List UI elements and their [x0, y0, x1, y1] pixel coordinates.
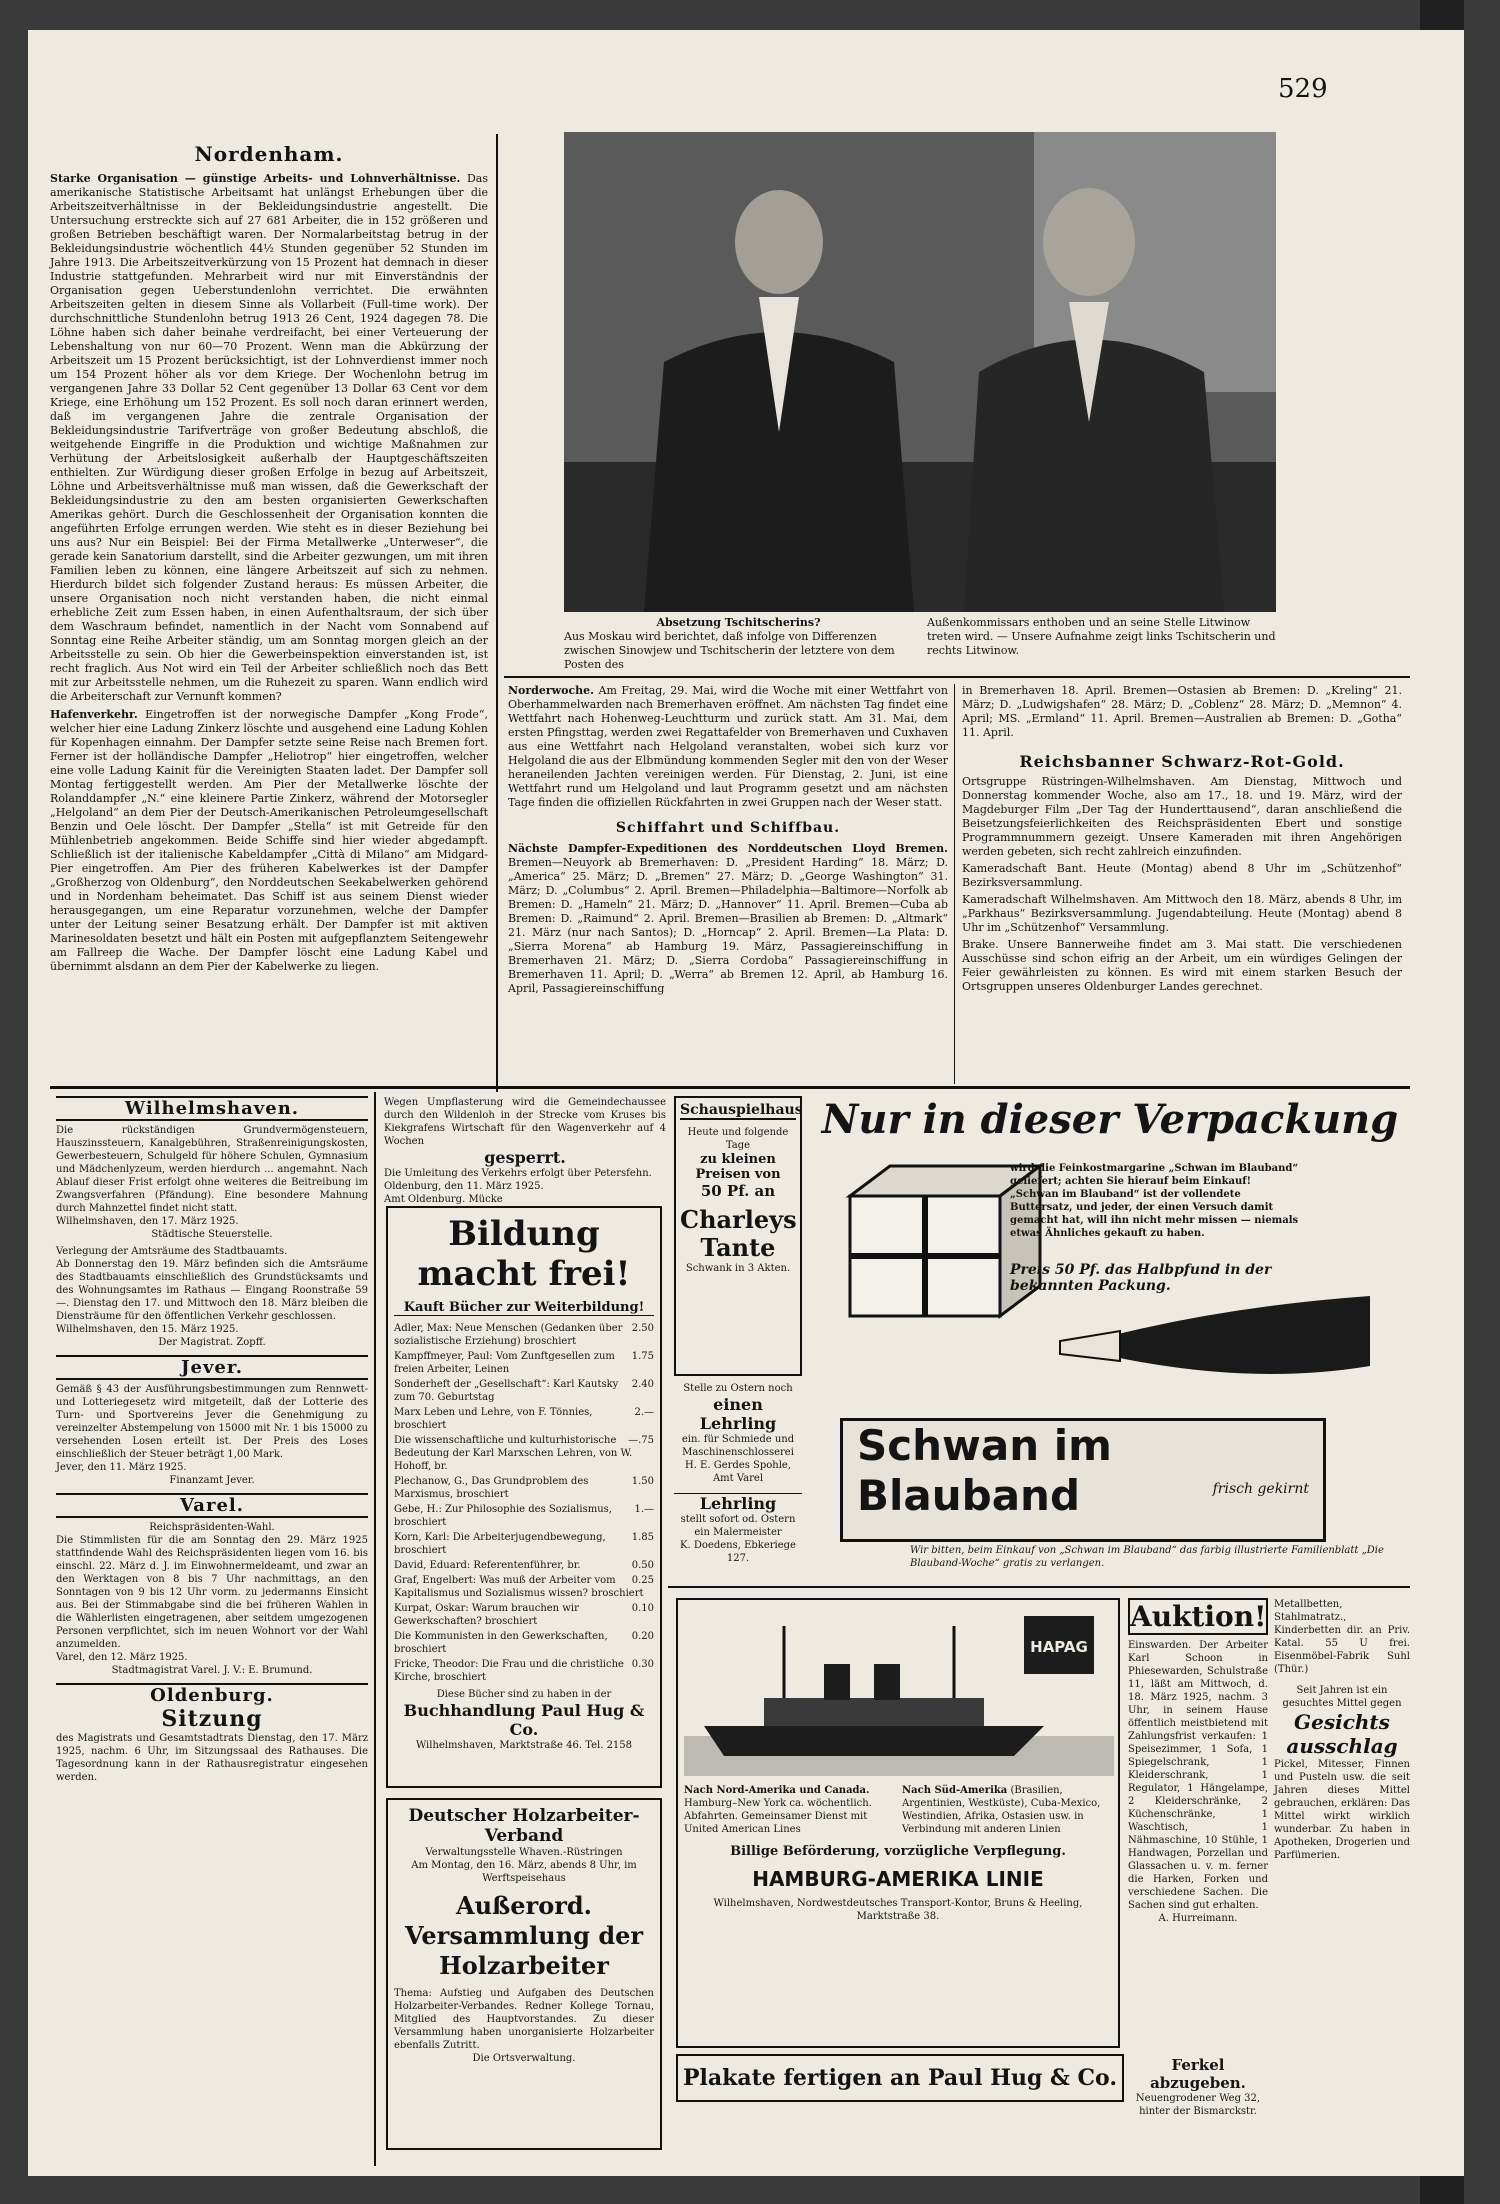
book-price: 0.20: [631, 1631, 654, 1642]
umpflasterung-notice: [384, 1096, 666, 1205]
metallbetten-ad: [1274, 1598, 1410, 1678]
norderwoche-para: [508, 684, 948, 810]
varel-title: Varel.: [56, 1493, 368, 1518]
schauspielhaus-ad: [674, 1096, 802, 1376]
lehrling-ads: [674, 1382, 802, 1572]
gesicht-big: Gesichts ausschlag: [1286, 1710, 1398, 1758]
schau-l2: zu kleinen Preisen von: [695, 1152, 781, 1182]
bildung-addr: Wilhelmshaven, Marktstraße 46. Tel. 2158: [415, 1740, 633, 1751]
umpfl-text2: Die Umleitung des Verkehrs erfolgt über Petersfehn.: [384, 1168, 652, 1179]
portrait-illustration: [564, 132, 1276, 612]
column-rule: [496, 134, 498, 1092]
caption-title: Absetzung Tschitscherins?: [656, 616, 821, 629]
lower-ads-rule: [668, 1586, 1410, 1588]
section-rule: [504, 676, 1410, 678]
schau-l3: 50 Pf. an: [700, 1182, 776, 1200]
hapag-na-head: Nach Nord-Amerika und Canada.: [684, 1785, 870, 1796]
book-row: [394, 1378, 654, 1404]
wilhelmshaven-text: Die rückständigen Grundvermögensteuern, Hauszinssteuern, Kanalgebühren, Straßenreinigungskosten, Gewerbesteuern, Schulgeld für höhere Schulen, Gymnasium und Mädchenlyzeum, werden hierdurch ... angemahnt. Nach Ablauf dieser Frist erfolgt ohne weiteres die Beitreibung im Zwangsverfahren (Pfändung). Eine besondere Mahnung durch Mahnzettel findet nicht statt.: [56, 1125, 368, 1214]
hapag-na-text: Hamburg–New York ca. wöchentlich. Abfahrten. Gemeinsamer Dienst mit United American Lines: [684, 1798, 872, 1835]
book-title: Korn, Karl: Die Arbeiterjugendbewegung, broschiert: [394, 1532, 606, 1556]
schiffahrt-head: Nächste Dampfer-Expeditionen des Norddeutschen Lloyd Bremen.: [508, 842, 948, 855]
book-row: [394, 1434, 654, 1473]
book-title: Plechanow, G., Das Grundproblem des Marxismus, broschiert: [394, 1476, 589, 1500]
amt-sign: Der Magistrat. Zopff.: [158, 1337, 266, 1348]
holzarbeiter-ad: [386, 1798, 662, 2150]
book-price: 0.30: [631, 1659, 654, 1670]
auktion-ad: [1128, 1598, 1268, 2078]
book-row: [394, 1350, 654, 1376]
newspaper-page: [28, 30, 1464, 2176]
gesichtsausschlag-ad: [1274, 1684, 1410, 2098]
nordenham-para-1: [50, 172, 488, 704]
hapag-sa-head: Nach Süd-Amerika: [902, 1785, 1008, 1796]
book-price: 1.85: [631, 1532, 654, 1543]
holz-sign: Die Ortsverwaltung.: [472, 2053, 576, 2064]
book-title: Sonderheft der „Gesellschaft“: Karl Kautsky zum 70. Geburtstag: [394, 1379, 619, 1403]
schwan-brand-2: Blauband: [857, 1471, 1081, 1520]
bildung-shop: Buchhandlung Paul Hug & Co.: [403, 1701, 645, 1739]
hapag-addr: Wilhelmshaven, Nordwestdeutsches Transport-Kontor, Bruns & Heeling, Marktstraße 38.: [713, 1898, 1083, 1922]
holz-date: Am Montag, den 16. März, abends 8 Uhr, im Werftspeisehaus: [411, 1860, 637, 1884]
umpfl-big: gesperrt.: [484, 1148, 566, 1167]
ferkel-title: Ferkel abzugeben.: [1150, 2056, 1246, 2092]
umpfl-date: Oldenburg, den 11. März 1925.: [384, 1181, 544, 1192]
lehr1-head: Stelle zu Ostern noch: [683, 1383, 793, 1394]
varel-date: Varel, den 12. März 1925.: [56, 1652, 188, 1663]
page-number: 529: [1278, 74, 1328, 104]
wilhelmshaven-date: Wilhelmshaven, den 17. März 1925.: [56, 1216, 239, 1227]
book-row: [394, 1658, 654, 1684]
book-title: Kampffmeyer, Paul: Vom Zunftgesellen zum freien Arbeiter, Leinen: [394, 1351, 615, 1375]
book-row: [394, 1602, 654, 1628]
umpfl-sign: Amt Oldenburg. Mücke: [384, 1194, 503, 1205]
nordenham-head-2: Hafenverkehr.: [50, 708, 138, 721]
metall-text: Metallbetten, Stahlmatratz., Kinderbetten dir. an Priv. Katal. 55 U frei. Eisenmöbel-Fabrik Suhl (Thür.): [1274, 1599, 1410, 1675]
umpfl-text: Wegen Umpflasterung wird die Gemeindechaussee durch den Wildenloh in der Strecke vom Kruses bis Kiekgrafens Wirtschaft für den Wagenverkehr auf 4 Wochen: [384, 1097, 666, 1147]
reichsbanner-kam2: Kameradschaft Wilhelmshaven. Am Mittwoch den 18. März, abends 8 Uhr, im „Parkhaus“ Bezirksversammlung. Jugendabteilung. Heute (Montag) abend 8 Uhr im „Schützenhof“ Versammlung.: [962, 893, 1402, 934]
holz-big: Außerord. Versammlung der Holzarbeiter: [404, 1891, 644, 1980]
lehr2-big: Lehrling: [674, 1493, 802, 1513]
auktion-title: Auktion!: [1130, 1600, 1267, 1633]
schwan-text: wird die Feinkostmargarine „Schwan im Blauband“ geliefert; achten Sie hierauf beim Einkauf! „Schwan im Blauband“ ist der vollendete Buttersatz, und jeder, der einen Versuch damit gemacht hat, will ihn nicht mehr missen — niemals etwas Ähnliches gekauft zu haben.: [1010, 1163, 1299, 1239]
sitzung-title: Sitzung: [161, 1706, 263, 1732]
schwan-price: Preis 50 Pf. das Halbpfund in der bekannten Packung.: [1010, 1262, 1272, 1294]
bildung-note: Diese Bücher sind zu haben in der: [436, 1689, 612, 1700]
book-title: Fricke, Theodor: Die Frau und die christliche Kirche, broschiert: [394, 1659, 624, 1683]
hapag-slogan: Billige Beförderung, vorzügliche Verpflegung.: [730, 1844, 1066, 1859]
book-title: Die Kommunisten in den Gewerkschaften, broschiert: [394, 1631, 608, 1655]
holz-title: Deutscher Holzarbeiter-Verband: [408, 1806, 640, 1846]
notices-column: [56, 1096, 368, 2166]
book-title: Gebe, H.: Zur Philosophie des Sozialismus, broschiert: [394, 1504, 612, 1528]
hapag-sa-text: (Brasilien, Argentinien, Westküste), Cuba-Mexico, Westindien, Afrika, Ostasien usw. in Verbindung mit anderen Linien: [902, 1785, 1101, 1835]
ferkel-ad: [1128, 2056, 1268, 2117]
book-price: 1.75: [631, 1351, 654, 1362]
schau-play: Charleys Tante: [680, 1205, 797, 1262]
book-title: Adler, Max: Neue Menschen (Gedanken über sozialistische Erziehung) broschiert: [394, 1323, 623, 1347]
norderwoche-article: [508, 684, 948, 1084]
photo-caption: [564, 616, 1276, 672]
lehr2-sign: K. Doedens, Ebkeriege 127.: [680, 1540, 796, 1564]
amt-text: Ab Donnerstag den 19. März befinden sich die Amtsräume des Stadtbauamts einschließlich des Grundstücksamts und des Wohnungsamtes im Rathaus — Eingang Roonstraße 59 —. Dienstag den 17. und Mittwoch den 18. März bleiben die Diensträume für den öffentlichen Verkehr geschlossen.: [56, 1259, 368, 1322]
norderwoche-head: Norderwoche.: [508, 684, 595, 697]
nordenham-article: [50, 142, 488, 1102]
book-title: Graf, Engelbert: Was muß der Arbeiter vom Kapitalismus und Sozialismus wissen? broschiert: [394, 1575, 644, 1599]
schiffahrt-text: Bremen—Neuyork ab Bremerhaven: D. „President Harding“ 18. März; D. „America“ 25. März; D. „Bremen“ 27. März; D. „George Washington“ 31. März; D. „Columbus“ 2. April. Bremen—Philadelphia—Baltimore—Norfolk ab Bremen: D. „Hameln“ 21. März; D. „Hannover“ 11. April. Bremen—Cuba ab Bremen: D. „Raimund“ 2. April. Bremen—Brasilien ab Bremen: D. „Altmark“ 21. März (nur nach Santos); D. „Horncap“ 2. April. Bremen—La Plata: D. „Sierra Morena“ ab Hamburg 19. März, Passagiereinschiffung in Bremerhaven 21. März; D. „Sierra Cordoba“ Passagiereinschiffung in Bremerhaven 11. April; D. „Werra“ ab Bremen 12. April, ab Hamburg 16. April, Passagiereinschiffung: [508, 856, 948, 995]
schwan-foot: Wir bitten, beim Einkauf von „Schwan im Blauband“ das farbig illustrierte Familienblatt „Die Blauband-Woche“ gratis zu verlangen.: [910, 1545, 1384, 1569]
book-price: 0.50: [631, 1560, 654, 1571]
book-title: Die wissenschaftliche und kulturhistorische Bedeutung der Karl Marxschen Lehren, von W. Hohoff, br.: [394, 1435, 633, 1472]
norderwoche-text: Am Freitag, 29. Mai, wird die Woche mit einer Wettfahrt von Oberhammelwarden nach Bremerhaven eröffnet. Am nächsten Tag findet eine Wettfahrt nach Hohenweg-Leuchtturm und zurück statt. Am 31. Mai, dem ersten Pfingsttag, werden zwei Regattafelder von Bremerhaven und Cuxhaven aus eine Wettfahrt nach Helgoland veranstalten, wobei sich kurz vor Helgoland die aus der Elbmündung kommenden Segler mit den von der Weser heraneilenden Jachten vereinigen werden. Für Dienstag, 2. Juni, ist eine Wettfahrt rund um Helgoland und laut Programm gesetzt und am nächsten Tage finden die offiziellen Rückfahrten in zwei Gruppen nach der Weser statt.: [508, 684, 948, 809]
book-price: 0.10: [631, 1603, 654, 1614]
jever-sign: Finanzamt Jever.: [169, 1475, 255, 1486]
nordenham-text-1: Das amerikanische Statistische Arbeitsamt hat unlängst Erhebungen über die Arbeitszeitverhältnisse in der Bekleidungsindustrie angestellt. Die Untersuchung erstreckte sich auf 27 681 Arbeiter, die in 152 größeren und großen Betrieben beschäftigt waren. Der Normalarbeitstag betrug in der Bekleidungsindustrie wöchentlich 44½ Stunden gegenüber 52 Stunden im Jahre 1913. Die Arbeitszeitverkürzung von 15 Prozent hat demnach in dieser Industrie stattgefunden. Mehrarbeit wird nur mit Einverständnis der Organisation gegen Ueberstundenlohn verrichtet. Die erwähnten Arbeitszeiten gelten in diesem Sinne als Vollarbeit (Full-time work). Der durchschnittliche Stundenlohn betrug 1913 26 Cent, 1924 dagegen 78. Die Löhne haben sich daher beinahe verdreifacht, bei einer Verteuerung der Lebenshaltung von nur 60—70 Prozent. Wenn man die Abkürzung der Arbeitszeit um 15 Prozent berücksichtigt, ist der Lohnverdienst immer noch um 154 Prozent höher als vor dem Kriege. Der Wochenlohn betrug im vergangenen Jahre 33 Dollar 52 Cent gegenüber 13 Dollar 63 Cent vor dem Kriege, eine Erhöhung um 152 Prozent. Es soll noch daran erinnert werden, daß im vergangenen Jahre die zentrale Organisation der Bekleidungsindustrie Tarifverträge von großer Bedeutung abschloß, die weitgehende Eingriffe in die Produktion und wichtige Maßnahmen zur Verhütung der Arbeitslosigkeit außerhalb der Hauptgeschäftszeiten enthielten. Zur Würdigung dieser großen Erfolge in bezug auf Arbeitszeit, Löhne und Arbeitsverhältnisse muß man wissen, daß die Gewerkschaft der Bekleidungsindustrie zu den am besten organisierten Gewerkschaften Amerikas gehört. Durch die Geschlossenheit der Organisation konnten die angeführten Erfolge errungen werden. Wie steht es in dieser Beziehung bei uns aus? Nur ein Beispiel: Bei der Firma Metallwerke „Unterweser“, die gerade kein Sanatorium darstellt, sind die Arbeiter gezwungen, um mit ihren Familien leben zu können, eine längere Arbeitszeit auf sich zu nehmen. Hierdurch bildet sich folgender Zustand heraus: Es müssen Arbeiter, die unsere Organisation noch nicht verstanden haben, die nicht einmal erhebliche Zeit zum Essen haben, in einen Aufenthaltsraum, der sich über dem Waschraum befindet, namentlich in der Nacht vom Sonnabend auf Sonntag eine Reihe Arbeiter ständig, um am Sonntag morgen gleich an der Arbeitsstelle zu sein. Ob hier die Gewerbeinspektion einverstanden ist, ist recht fraglich. Aus Not wird ein Teil der Arbeiter schließlich noch das Bett mit zur Arbeitsstelle nehmen, um die Ruhezeit zu sparen. Wann endlich wird die Arbeiterschaft zur Vernunft kommen?: [50, 172, 488, 703]
schwan-brand-1: Schwan im: [857, 1421, 1112, 1470]
gesicht-top: Seit Jahren ist ein gesuchtes Mittel gegen: [1282, 1685, 1402, 1709]
book-title: David, Eduard: Referentenführer, br.: [394, 1560, 581, 1571]
portrait-photo: [564, 132, 1276, 612]
schau-title: Schauspielhaus: [680, 1102, 803, 1118]
schiffahrt-para: [508, 842, 948, 996]
schwan-ad: [810, 1096, 1410, 1576]
nordenham-head-1: Starke Organisation — günstige Arbeits- und Lohnverhältnisse.: [50, 172, 461, 185]
column-rule-2: [954, 684, 955, 1084]
varel-sign: Stadtmagistrat Varel. J. V.: E. Brumund.: [111, 1665, 313, 1676]
lehr1-text: ein. für Schmiede und Maschinenschlosserei: [681, 1434, 795, 1458]
plakate-text: Plakate fertigen an Paul Hug & Co.: [682, 2065, 1117, 2091]
book-price: —.75: [628, 1435, 654, 1446]
book-list: [394, 1322, 654, 1684]
book-price: 2.50: [631, 1323, 654, 1334]
hapag-logo: HAPAG: [1030, 1638, 1088, 1656]
schwan-head: Nur in dieser Verpackung: [821, 1096, 1399, 1143]
ads-column-rule: [374, 1092, 376, 2166]
gesicht-text: Pickel, Mitesser, Finnen und Pusteln usw. die seit Jahren dieses Mittel gebrauchen, erklären: Das Mittel wirkt wirklich wunderbar. Zu haben in Apotheken, Drogerien und Parfümerien.: [1274, 1759, 1410, 1861]
jever-title: Jever.: [56, 1355, 368, 1380]
holz-text: Thema: Aufstieg und Aufgaben des Deutschen Holzarbeiter-Verbandes. Redner Kollege Tornau, Mitglied des Hauptvorstandes. Zu dieser Versammlung haben unorganisierte Holzarbeiter ebenfalls Zutritt.: [394, 1988, 654, 2051]
book-price: 2.40: [631, 1379, 654, 1390]
schiffahrt-title: Schiffahrt und Schiffbau.: [615, 820, 841, 836]
book-row: [394, 1531, 654, 1557]
book-price: 2.—: [634, 1407, 654, 1418]
ads-rule: [50, 1086, 1410, 1089]
amt-date: Wilhelmshaven, den 15. März 1925.: [56, 1324, 239, 1335]
ferkel-sub: Neuengrodener Weg 32, hinter der Bismarckstr.: [1135, 2093, 1261, 2117]
book-price: 1.—: [634, 1504, 654, 1515]
book-row: [394, 1503, 654, 1529]
jever-text: Gemäß § 43 der Ausführungsbestimmungen zum Rennwett- und Lotteriegesetz wird mitgeteilt, daß der Lotterie des Turn- und Sportvereins Jever die Genehmigung zu vereinzelter Abstempelung von 15000 mit Nr. 1 bis 15000 zu versehenden Losen erteilt ist. Der Preis des Loses einschließlich der Steuer beträgt 1,00 Mark.: [56, 1384, 368, 1460]
nordenham-text-2: Eingetroffen ist der norwegische Dampfer „Kong Frode“, welcher hier eine Ladung Zinkerz löschte und ausgehend eine Ladung Kohlen für Kopenhagen einnahm. Der Dampfer setzte seine Reise nach Bremen fort. Ferner ist der holländische Dampfer „Heliotrop“ hier eingetroffen, welcher eine volle Ladung Kainit für die Vereinigten Staaten ladet. Der Dampfer soll Montag fertiggestellt werden. Am Pier der Metallwerke löschte der Rolanddampfer „N.“ eine kleinere Partie Zinkerz, während der Motorsegler „Helgoland“ an dem Pier der Deutsch-Amerikanischen Petroleumgesellschaft Benzin und Oele löscht. Der Dampfer „Stella“ ist mit Getreide für den Mühlenbetrieb angekommen. Beide Schiffe sind hier wieder abgedampft. Schließlich ist der italienische Kabeldampfer „Città di Milano“ am Midgard-Pier eingetroffen. Am Pier des früheren Kabelwerkes ist der Dampfer „Großherzog von Oldenburg“, den Norddeutschen Seekabelwerken gehörend und in Nordenham beheimatet. Das Schiff ist aus seinem Dienst wieder herausgegangen, um eine Reparatur vorzunehmen, welche der Dampfer unter der Leitung seiner Besatzung erhält. Der Dampfer ist mit aktiven Marinesoldaten besetzt und hält ein Posten mit aufgepflanztem Seitengewehr am Fallreep die Wache. Der Dampfer löscht eine Ladung Kabel und übernimmt alsdann an dem Pier der Kabelwerke zu liegen.: [50, 708, 488, 973]
jever-date: Jever, den 11. März 1925.: [56, 1462, 187, 1473]
reichsbanner-title: Reichsbanner Schwarz-Rot-Gold.: [1019, 752, 1345, 771]
caption-right: Außenkommissars enthoben und an seine Stelle Litwinow treten wird. — Unsere Aufnahme zeigt links Tschitscherin und rechts Litwinow.: [927, 616, 1276, 657]
bildung-title: Bildung macht frei!: [417, 1214, 631, 1294]
book-row: [394, 1574, 654, 1600]
amt-head: Verlegung der Amtsräume des Stadtbauamts.: [56, 1246, 288, 1257]
schau-l1: Heute und folgende Tage: [687, 1127, 789, 1151]
reichsbanner-kam1: Kameradschaft Bant. Heute (Montag) abend 8 Uhr im „Schützenhof“ Bezirksversammlung.: [962, 862, 1402, 889]
bildung-ad: [386, 1206, 662, 1788]
steamship-illustration: [684, 1606, 1114, 1776]
varel-text: Die Stimmlisten für die am Sonntag den 29. März 1925 stattfindende Wahl des Reichspräsidenten liegen vom 16. bis einschl. 22. März d. J. im Einwohnermeldeamt, und zwar an den Werktagen von 8 bis 7 Uhr nachmittags, an den Sonntagen von 9 bis 12 Uhr vorm. zu jedermanns Einsicht aus. Bei der Stimmabgabe sind die bei früheren Wahlen in die Wählerlisten eingetragenen, aber seitdem umgezogenen Personen verpflichtet, sich im neuen Wohnort vor der Wahl anzumelden.: [56, 1535, 368, 1650]
lehr1-sign: H. E. Gerdes Spohle, Amt Varel: [684, 1460, 792, 1484]
reichsbanner-text: Ortsgruppe Rüstringen-Wilhelmshaven. Am Dienstag, Mittwoch und Donnerstag kommender Woche, also am 17., 18. und 19. März, wird der Magdeburger Film „Der Tag der Hunderttausend“, daran anschließend die Beisetzungsfeierlichkeiten des Reichspräsidenten Ebert und sonstige Programmnummern gezeigt. Unsere Kameraden mit ihren Angehörigen werden gebeten, sich recht zahlreich einzufinden.: [962, 775, 1402, 858]
auktion-sign: A. Hurreimann.: [1158, 1913, 1238, 1924]
bildung-sub: Kauft Bücher zur Weiterbildung!: [394, 1300, 654, 1316]
oldenburg-title: Oldenburg.: [56, 1683, 368, 1706]
book-row: [394, 1630, 654, 1656]
wilhelmshaven-sign: Städtische Steuerstelle.: [151, 1229, 273, 1240]
nordenham-para-2: [50, 708, 488, 974]
schiffahrt-cont: in Bremerhaven 18. April. Bremen—Ostasien ab Bremen: D. „Kreling“ 21. März; D. „Ludwigshafen“ 28. März; D. „Coblenz“ 28. März; D. „Memnon“ 4. April; MS. „Ermland“ 11. April. Bremen—Australien ab Bremen: D. „Gotha“ 11. April.: [962, 684, 1402, 739]
schwan-banner: [840, 1418, 1326, 1542]
hapag-na: [684, 1784, 894, 1836]
schau-l4: Schwank in 3 Akten.: [685, 1263, 791, 1274]
schwan-fresh: frisch gekirnt: [1212, 1481, 1309, 1497]
holz-sub: Verwaltungsstelle Whaven.-Rüstringen: [425, 1847, 623, 1858]
book-price: 1.50: [631, 1476, 654, 1487]
auktion-text: Einswarden. Der Arbeiter Karl Schoon in Phiesewarden, Schulstraße 11, läßt am Mittwoch, d. 18. März 1925, nachm. 3 Uhr, in seinem Hause öffentlich meistbietend mit Zahlungsfrist verkaufen: 1 Speisezimmer, 1 Sofa, 1 Spiegelschrank, 1 Kleiderschrank, 1 Regulator, 1 Hängelampe, 2 Kleiderschränke, 2 Küchenschränke, 1 Waschtisch, 1 Nähmaschine, 10 Stühle, 1 Handwagen, Porzellan und Glassachen u. v. m. ferner die Harken, Forken und verschiedene Sachen. Die Sachen sind gut erhalten.: [1128, 1640, 1268, 1911]
hapag-ad: [676, 1598, 1120, 2048]
caption-left: Aus Moskau wird berichtet, daß infolge von Differenzen zwischen Sinowjew und Tschitscherin der letztere von dem Posten des: [564, 630, 895, 671]
book-price: 0.25: [631, 1575, 654, 1586]
varel-head: Reichspräsidenten-Wahl.: [149, 1522, 275, 1533]
book-row: [394, 1322, 654, 1348]
lehr1-big: einen Lehrling: [699, 1395, 777, 1433]
book-row: [394, 1559, 654, 1572]
book-row: [394, 1406, 654, 1432]
lehr2-text: stellt sofort od. Ostern ein Malermeister: [680, 1514, 796, 1538]
wilhelmshaven-title: Wilhelmshaven.: [56, 1096, 368, 1121]
reichsbanner-kam3: Brake. Unsere Bannerweihe findet am 3. Mai statt. Die verschiedenen Ausschüsse sind schon eifrig an der Arbeit, um ein würdiges Gelingen der Feier gewährleisten zu können. Es wird mit einem starken Besuch der Ortsgruppen unseres Oldenburger Landes gerechnet.: [962, 938, 1402, 993]
plakate-ad: [676, 2054, 1124, 2102]
book-title: Marx Leben und Lehre, von F. Tönnies, broschiert: [394, 1407, 593, 1431]
right-column-articles: [962, 684, 1402, 1084]
hapag-line: HAMBURG-AMERIKA LINIE: [752, 1867, 1044, 1891]
nordenham-title: Nordenham.: [194, 142, 344, 166]
book-row: [394, 1475, 654, 1501]
hapag-sa: [902, 1784, 1112, 1836]
book-title: Kurpat, Oskar: Warum brauchen wir Gewerkschaften? broschiert: [394, 1603, 579, 1627]
sitzung-text: des Magistrats und Gesamtstadtrats Dienstag, den 17. März 1925, nachm. 6 Uhr, im Sitzungssaal des Rathauses. Die Tagesordnung kann in der Rathausregistratur eingesehen werden.: [56, 1733, 368, 1783]
